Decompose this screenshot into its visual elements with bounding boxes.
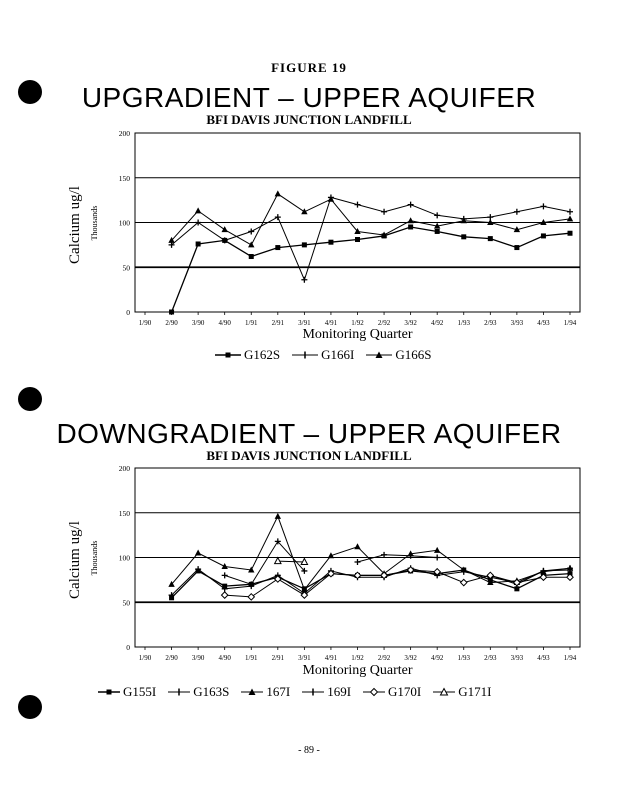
series-g170i (221, 567, 573, 600)
data-point (275, 245, 280, 250)
legend-marker-triangle-open-icon (433, 687, 455, 697)
y-tick-label: 200 (118, 129, 130, 138)
data-point (408, 202, 414, 208)
legend-item-167i (241, 684, 290, 700)
legend-item-g166i (292, 347, 354, 363)
data-point (275, 190, 281, 196)
data-point (248, 241, 254, 247)
data-point (195, 207, 201, 213)
x-tick-label: 1/94 (563, 319, 577, 327)
data-point (355, 559, 361, 565)
legend-marker-triangle-icon (366, 350, 392, 360)
legend-label: G171I (458, 684, 492, 699)
legend-item-g170i (363, 684, 421, 700)
binder-hole (18, 387, 42, 411)
page-number: - 89 - (298, 745, 320, 756)
data-point (381, 209, 387, 215)
data-point (435, 229, 440, 234)
y-tick-label: 100 (118, 218, 130, 228)
legend-marker-plus-icon (292, 350, 318, 360)
legend-item-169i (302, 684, 351, 700)
figure-label: FIGURE 19 (271, 60, 347, 75)
x-tick-label: 3/92 (404, 654, 417, 662)
x-tick-label: 1/92 (351, 654, 364, 662)
x-tick-label: 2/90 (165, 654, 178, 662)
legend-label: 169I (327, 684, 352, 699)
data-point (221, 592, 227, 598)
chart-2-ylabel-text: Calcium ug/l (67, 521, 83, 599)
data-point (302, 242, 307, 247)
legend-label: 167I (266, 684, 291, 699)
x-tick-label: 4/90 (218, 654, 231, 662)
x-tick-label: 4/92 (430, 654, 444, 662)
chart-2-xlabel: Monitoring Quarter (302, 663, 413, 678)
chart-2-ylabel (66, 460, 86, 660)
x-tick-label: 2/92 (377, 319, 391, 327)
x-tick-label: 4/93 (537, 319, 550, 327)
legend-label: G162S (244, 347, 281, 362)
data-point (408, 224, 413, 229)
data-point (275, 513, 281, 519)
legend-marker-diamond-icon (363, 687, 385, 697)
data-point (461, 234, 466, 239)
x-tick-label: 1/91 (245, 319, 258, 327)
x-tick-label: 2/92 (377, 654, 391, 662)
y-tick-label: 0 (126, 308, 130, 317)
chart-2-legend (98, 684, 503, 700)
data-point (567, 209, 573, 215)
series-line (278, 561, 305, 562)
chart-1-yunit: Thousands (90, 205, 99, 241)
legend-label: G170I (388, 684, 422, 699)
data-point (568, 231, 573, 236)
legend-label: G155I (123, 684, 157, 699)
chart-1-ylabel-text: Calcium ug/l (67, 186, 83, 264)
data-point (222, 572, 228, 578)
y-tick-label: 0 (126, 643, 130, 652)
data-point (275, 558, 281, 564)
legend-item-g155i (98, 684, 156, 700)
chart-2-subtitle: BFI DAVIS JUNCTION LANDFILL (206, 448, 412, 463)
data-point (540, 203, 546, 209)
x-tick-label: 3/90 (191, 319, 205, 327)
data-point (355, 237, 360, 242)
legend-marker-square-icon (215, 350, 241, 360)
x-tick-label: 3/91 (298, 654, 311, 662)
data-point (195, 550, 201, 556)
legend-item-g162s (215, 347, 280, 363)
series-line (172, 516, 570, 589)
x-tick-label: 4/91 (324, 654, 338, 662)
series-g162s (169, 224, 572, 314)
data-point (434, 547, 440, 553)
data-point (541, 233, 546, 238)
data-point (248, 228, 254, 234)
data-point (434, 555, 440, 561)
data-point (169, 310, 174, 315)
x-tick-label: 4/93 (537, 654, 550, 662)
chart-1-subtitle: BFI DAVIS JUNCTION LANDFILL (206, 112, 412, 127)
x-tick-label: 2/93 (484, 319, 497, 327)
y-tick-label: 50 (122, 263, 130, 273)
chart-2-title: DOWNGRADIENT – UPPER AQUIFER (56, 418, 562, 449)
chart-2-yunit: Thousands (90, 540, 99, 576)
data-point (514, 209, 520, 215)
x-tick-label: 2/93 (484, 654, 497, 662)
x-tick-label: 3/93 (510, 654, 524, 662)
legend-marker-plus-icon (168, 687, 190, 697)
data-point (461, 579, 467, 585)
x-tick-label: 1/90 (138, 654, 152, 662)
data-point (249, 254, 254, 259)
data-point (567, 215, 573, 221)
data-point (248, 594, 254, 600)
x-tick-label: 4/90 (218, 319, 231, 327)
legend-item-g166s (366, 347, 431, 363)
y-tick-label: 150 (118, 508, 130, 518)
x-tick-label: 1/92 (351, 319, 364, 327)
data-point (301, 277, 307, 283)
series-line (172, 227, 570, 312)
chart-1-legend (215, 347, 443, 363)
data-point (328, 196, 334, 202)
data-point (407, 217, 413, 223)
x-tick-label: 3/92 (404, 319, 417, 327)
legend-item-g171i (433, 684, 491, 700)
x-tick-label: 3/90 (191, 654, 205, 662)
chart-1-ylabel (66, 125, 86, 325)
x-tick-label: 1/94 (563, 654, 577, 662)
data-point (355, 202, 361, 208)
data-point (221, 563, 227, 569)
x-tick-label: 1/90 (138, 319, 152, 327)
legend-marker-triangle-icon (241, 687, 263, 697)
x-tick-label: 2/91 (271, 654, 285, 662)
x-tick-label: 2/91 (271, 319, 285, 327)
data-point (434, 212, 440, 218)
y-tick-label: 100 (118, 553, 130, 563)
data-point (514, 245, 519, 250)
data-point (275, 214, 281, 220)
series-g166i (169, 194, 573, 282)
legend-label: G166S (395, 347, 432, 362)
data-point (354, 543, 360, 549)
binder-hole (18, 695, 42, 719)
chart-2-plot (110, 460, 590, 665)
x-tick-label: 4/92 (430, 319, 444, 327)
chart-1-xlabel: Monitoring Quarter (302, 327, 413, 342)
series-167i (168, 513, 573, 592)
y-tick-label: 50 (122, 598, 130, 608)
legend-marker-square-icon (98, 687, 120, 697)
x-tick-label: 3/93 (510, 319, 524, 327)
x-tick-label: 1/93 (457, 654, 470, 662)
data-point (328, 240, 333, 245)
chart-1-title: UPGRADIENT – UPPER AQUIFER (81, 82, 537, 113)
chart-1-plot (110, 125, 590, 330)
data-point (381, 552, 387, 558)
y-tick-label: 150 (118, 173, 130, 183)
x-tick-label: 4/91 (324, 319, 338, 327)
data-point (221, 226, 227, 232)
legend-item-g163s (168, 684, 229, 700)
data-point (488, 236, 493, 241)
series-g171i (275, 558, 308, 565)
data-point (196, 241, 201, 246)
y-tick-label: 200 (118, 464, 130, 473)
series-line (172, 570, 570, 598)
x-tick-label: 1/91 (245, 654, 258, 662)
legend-marker-plus-icon (302, 687, 324, 697)
x-tick-label: 1/93 (457, 319, 470, 327)
legend-label: G163S (193, 684, 230, 699)
x-tick-label: 3/91 (298, 319, 311, 327)
x-tick-label: 2/90 (165, 319, 178, 327)
legend-label: G166I (321, 347, 355, 362)
